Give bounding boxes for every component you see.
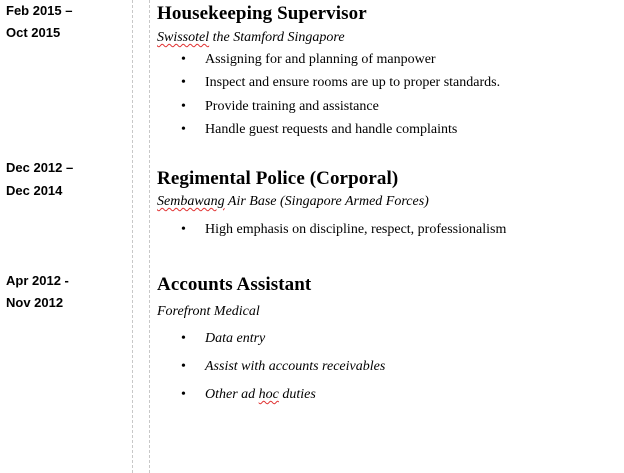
job3-title: Accounts Assistant — [157, 274, 312, 295]
bullet-icon: • — [181, 331, 186, 346]
table-gridline-left — [132, 0, 133, 473]
job1-title: Housekeeping Supervisor — [157, 3, 367, 24]
bullet-icon: • — [181, 52, 186, 67]
job1-date-end: Oct 2015 — [6, 25, 61, 40]
job2-title: Regimental Police (Corporal) — [157, 168, 399, 189]
job3-date-start: Apr 2012 - — [6, 273, 69, 288]
job3-duty-2: Assist with accounts receivables — [205, 359, 386, 374]
job3-duty-3 — [205, 386, 316, 404]
bullet-icon: • — [181, 222, 186, 237]
bullet-icon: • — [181, 99, 186, 114]
job3-duty-3-misspelled-word: hoc — [258, 387, 279, 402]
job1-company-rest: the Stamford Singapore — [209, 30, 345, 45]
job2-duty-1: High emphasis on discipline, respect, professionalism — [205, 222, 507, 237]
job2-company-misspelled-word: Sembawang — [157, 194, 225, 209]
job2-company — [157, 193, 429, 211]
job1-company — [157, 29, 345, 47]
job3-date-end: Nov 2012 — [6, 295, 64, 310]
job2-date-start: Dec 2012 – — [6, 160, 74, 175]
job2-company-rest: Air Base (Singapore Armed Forces) — [224, 194, 429, 209]
job1-duty-1: Assigning for and planning of manpower — [205, 52, 436, 67]
job1-date-start: Feb 2015 – — [6, 3, 73, 18]
job3-duty-3-before: Other ad — [205, 387, 259, 402]
bullet-icon: • — [181, 75, 186, 90]
job1-duty-2: Inspect and ensure rooms are up to proper standards. — [205, 75, 501, 90]
job3-duty-1: Data entry — [205, 331, 266, 346]
job2-date-end: Dec 2014 — [6, 183, 63, 198]
job3-company: Forefront Medical — [157, 304, 260, 319]
job1-duty-3: Provide training and assistance — [205, 99, 379, 114]
table-gridline-right — [149, 0, 150, 473]
bullet-icon: • — [181, 122, 186, 137]
bullet-icon: • — [181, 387, 186, 402]
job3-duty-3-after: duties — [278, 387, 316, 402]
job1-duty-4: Handle guest requests and handle complaints — [205, 122, 458, 137]
job1-company-misspelled-word: Swissotel — [157, 30, 210, 45]
bullet-icon: • — [181, 359, 186, 374]
